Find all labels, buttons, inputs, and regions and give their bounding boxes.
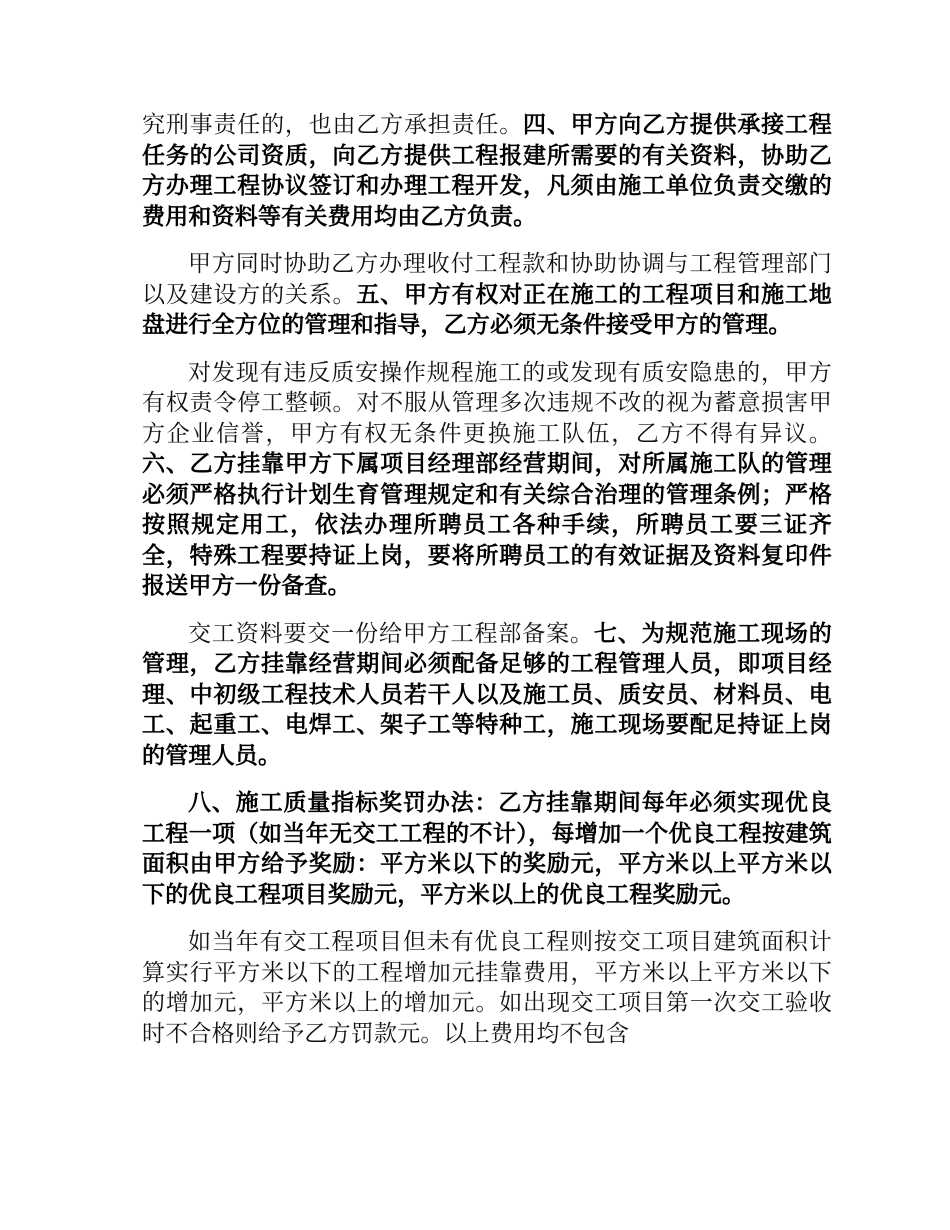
paragraph-3-text: 对发现有违反质安操作规程施工的或发现有质安隐患的，甲方有权责令停工整顿。对不服从管理多次违规不改的视为蓄意损害甲方企业信誉，甲方有权无条件更换施工队伍，乙方不得有异议。 xyxy=(142,359,832,447)
paragraph-4 xyxy=(142,619,832,772)
paragraph-5-clause-eight: 八、施工质量指标奖罚办法：乙方挂靠期间每年必须实现优良工程一项（如当年无交工工程的不计），每增加一个优良工程按建筑面积由甲方给予奖励：平方米以下的奖励元，平方米以上平方米以下的优良工程项目奖励元，平方米以上的优良工程奖励元。 xyxy=(142,789,832,908)
paragraph-4-clause-seven: 七、为规范施工现场的管理，乙方挂靠经营期间必须配备足够的工程管理人员，即项目经理、中初级工程技术人员若干人以及施工员、质安员、材料员、电工、起重工、电焊工、架子工等特种工，施工现场要配足持证上岗的管理人员。 xyxy=(142,619,832,769)
document-page xyxy=(142,110,832,1066)
paragraph-1-clause-four: 四、甲方向乙方提供承接工程任务的公司资质，向乙方提供工程报建所需要的有关资料，协助乙方办理工程协议签订和办理工程开发，凡须由施工单位负责交缴的费用和资料等有关费用均由乙方负责。 xyxy=(142,111,832,230)
paragraph-2 xyxy=(142,249,832,341)
paragraph-6-text: 如当年有交工程项目但未有优良工程则按交工项目建筑面积计算实行平方米以下的工程增加元挂靠费用，平方米以上平方米以下的增加元，平方米以上的增加元。如出现交工项目第一次交工验收时不合格则给予乙方罚款元。以上费用均不包含 xyxy=(142,929,832,1047)
paragraph-3-clause-six: 六、乙方挂靠甲方下属项目经理部经营期间，对所属施工队的管理必须严格执行计划生育管理规定和有关综合治理的管理条例；严格按照规定用工，依法办理所聘员工各种手续，所聘员工要三证齐全，特殊工程要持证上岗，要将所聘员工的有效证据及资料复印件报送甲方一份备查。 xyxy=(142,450,832,599)
paragraph-1-text: 究刑事责任的，也由乙方承担责任。 xyxy=(142,112,524,138)
paragraph-1 xyxy=(142,110,832,232)
paragraph-4-text: 交工资料要交一份给甲方工程部备案。 xyxy=(188,620,594,647)
paragraph-3 xyxy=(142,358,832,602)
paragraph-2-clause-five: 五、甲方有权对正在施工的工程项目和施工地盘进行全方位的管理和指导，乙方必须无条件接受甲方的管理。 xyxy=(142,280,832,338)
paragraph-6 xyxy=(142,927,832,1049)
paragraph-2-text: 甲方同时协助乙方办理收付工程款和协助协调与工程管理部门以及建设方的关系。 xyxy=(142,251,832,308)
paragraph-5 xyxy=(142,788,832,910)
